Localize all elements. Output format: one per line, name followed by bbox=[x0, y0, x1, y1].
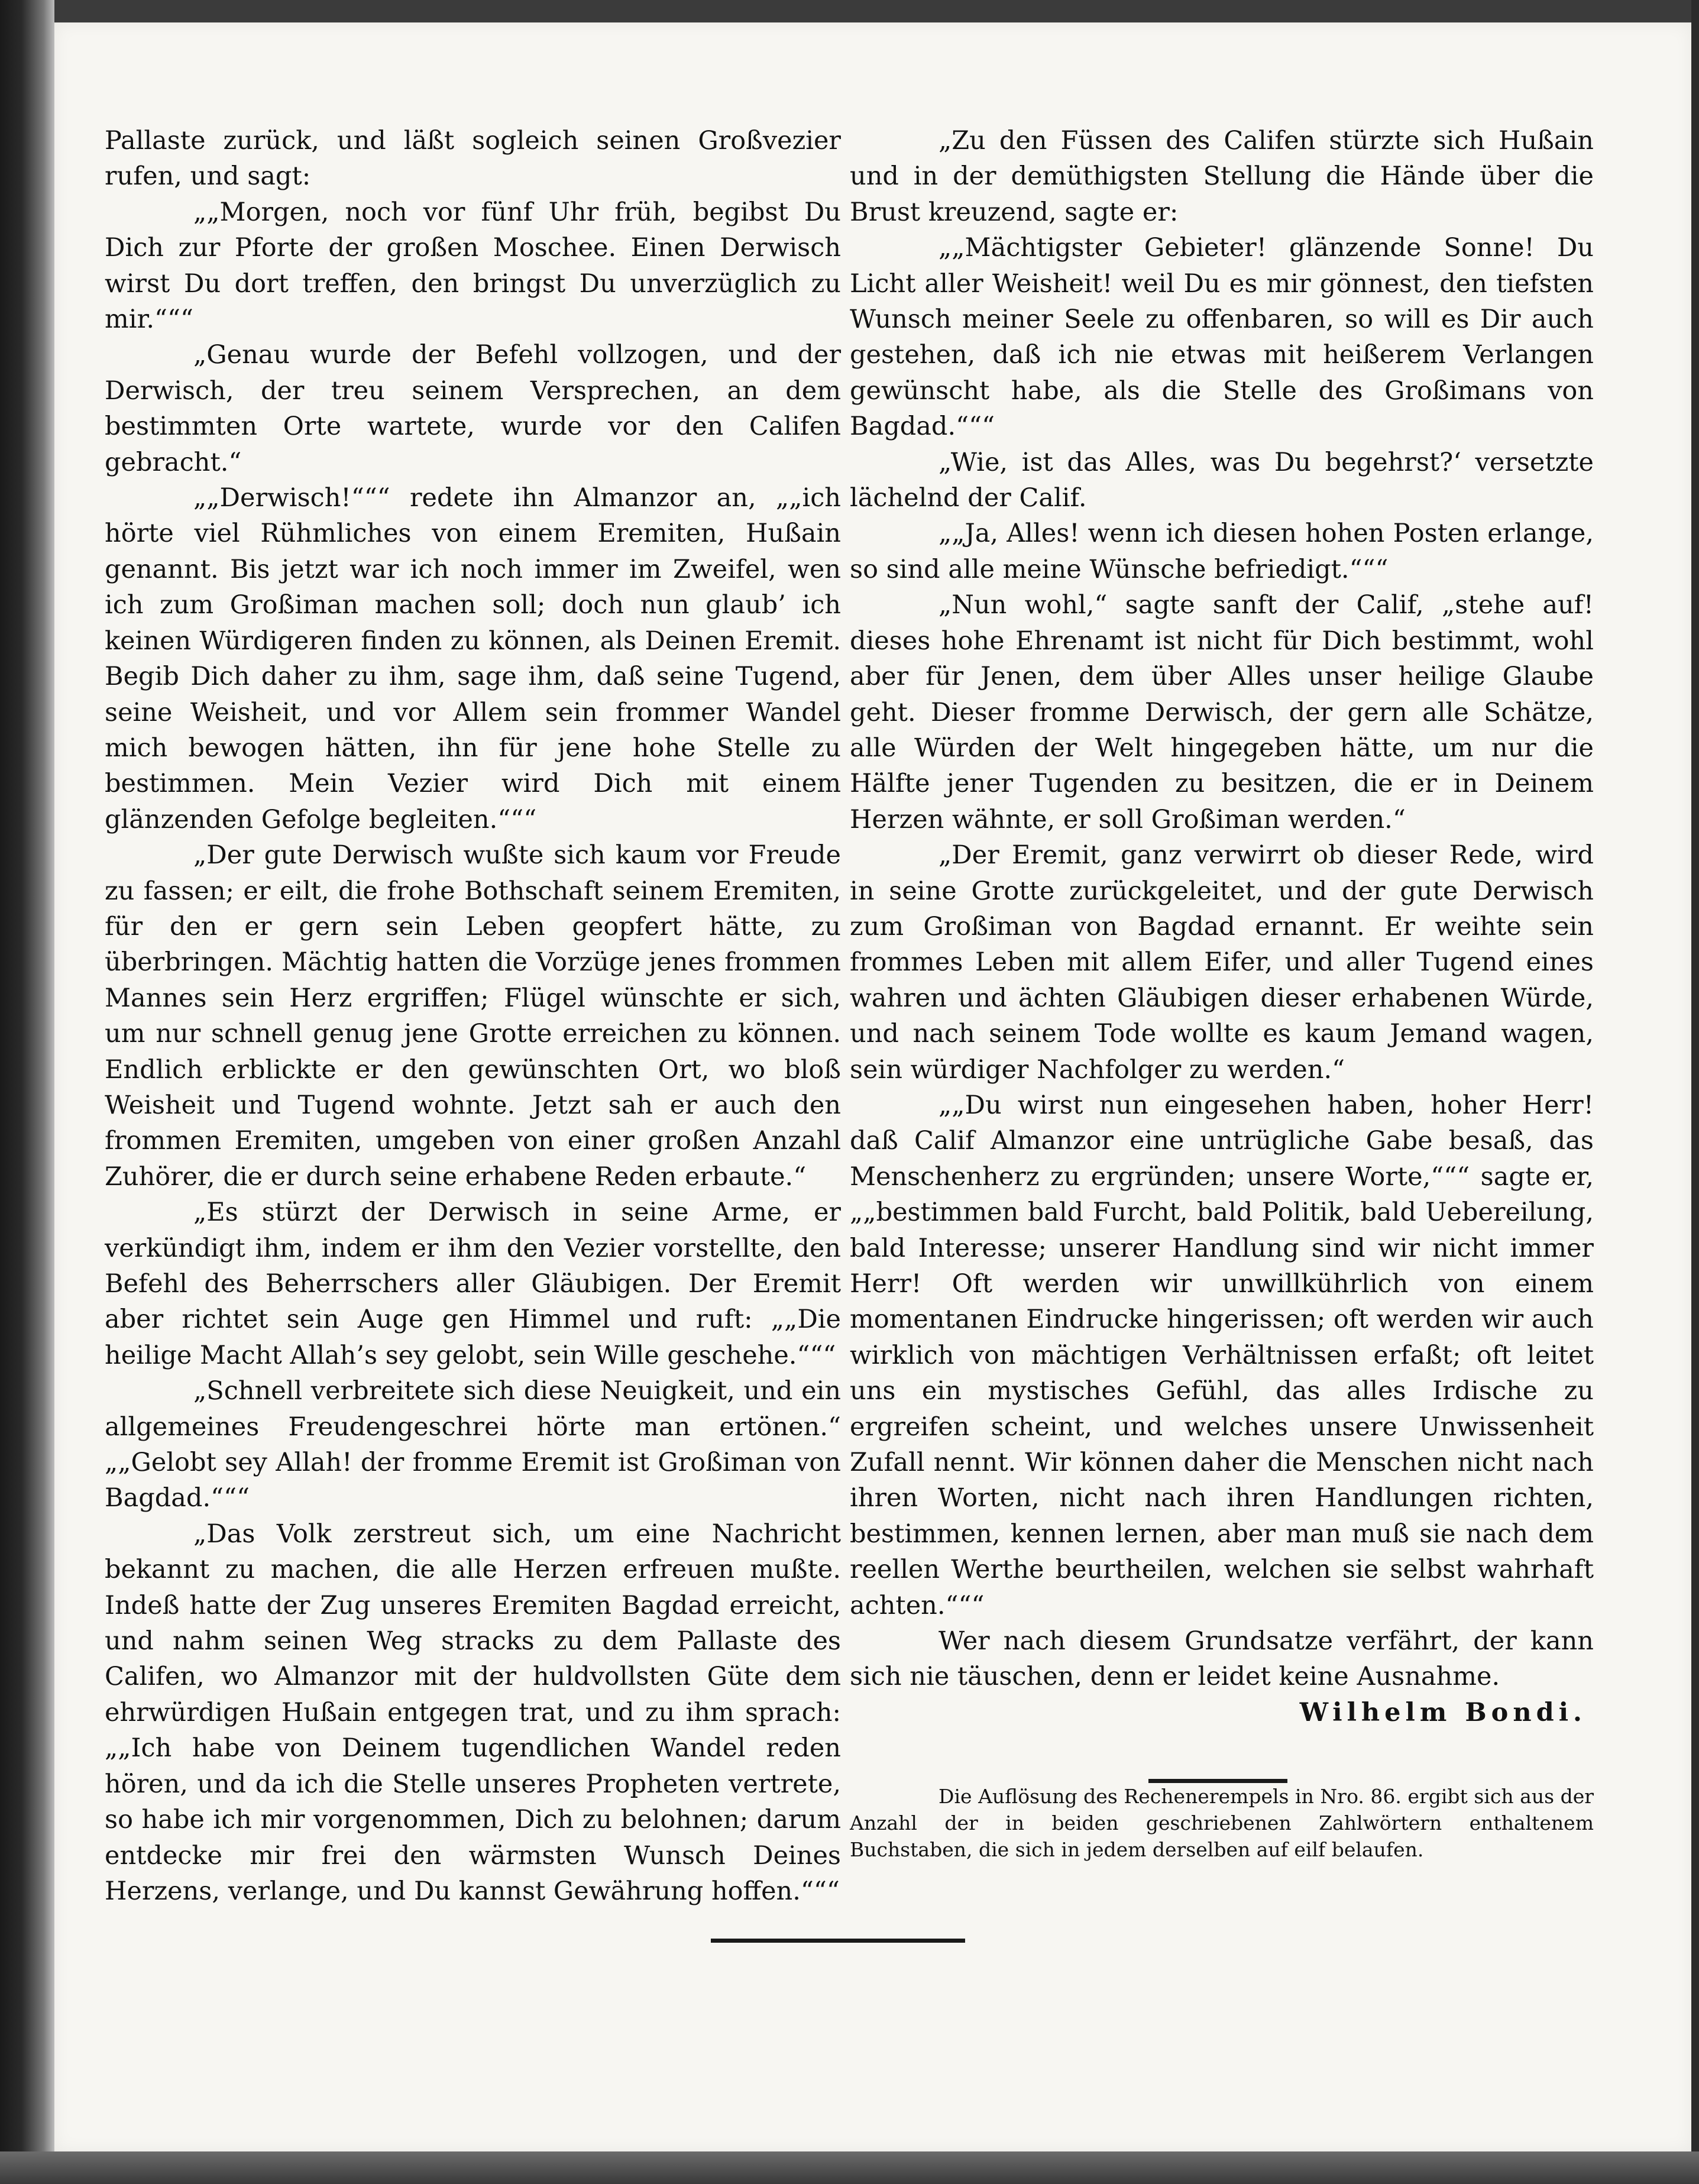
paragraph: „„Mächtigster Gebieter! glänzende Sonne! Du Licht aller Weisheit! weil Du es mir gönnest, den tiefsten Wunsch meiner Seele zu offenbaren, so will es Dir auch gestehen, daß ich nie etwas mit heißerem Verlangen gewünscht habe, als die Stelle des Großimans von Bagdad.“““ bbox=[850, 233, 1594, 442]
paragraph: „Der gute Derwisch wußte sich kaum vor Freude zu fassen; er eilt, die frohe Bothschaft seinem Eremiten, für den er gern sein Leben geopfert hätte, zu überbringen. Mächtig hatten die Vorzüge jenes frommen Mannes sein Herz ergriffen; Flügel wünschte er sich, um nur schnell genug jene Grotte erreichen zu können. Endlich erblickte er den gewünschten Ort, wo bloß Weisheit und Tugend wohnte. Jetzt sah er auch den frommen Eremiten, umgeben von einer großen Anzahl Zuhörer, die er durch seine erhabene Reden erbaute.“ bbox=[105, 840, 841, 1192]
paragraph: „„Derwisch!“““ redete ihn Almanzor an, „„ich hörte viel Rühmliches von einem Eremiten, Hußain genannt. Bis jetzt war ich noch immer im Zweifel, wen ich zum Großiman machen soll; doch nun glaub’ ich keinen Würdigeren finden zu können, als Deinen Eremit. Begib Dich daher zu ihm, sage ihm, daß seine Tugend, seine Weisheit, und vor Allem sein frommer Wandel mich bewogen hätten, ihn für jene hohe Stelle zu bestimmen. Mein Vezier wird Dich mit einem glänzenden Gefolge begleiten.“““ bbox=[105, 483, 841, 834]
paragraph: „Wie, ist das Alles, was Du begehrst?‘ versetzte lächelnd der Calif. bbox=[850, 447, 1594, 513]
page-end-rule bbox=[711, 1939, 965, 1943]
paragraph: „„Ja, Alles! wenn ich diesen hohen Posten erlange, so sind alle meine Wünsche befriedigt.“““ bbox=[850, 519, 1594, 584]
paragraph: „Zu den Füssen des Califen stürzte sich Hußain und in der demüthigsten Stellung die Hände über die Brust kreuzend, sagte er: bbox=[850, 126, 1594, 227]
paragraph: „Schnell verbreitete sich diese Neuigkeit, und ein allgemeines Freudengeschrei hörte man ertönen.“ „„Gelobt sey Allah! der fromme Eremit ist Großiman von Bagdad.“““ bbox=[105, 1376, 841, 1513]
paragraph: „„Morgen, noch vor fünf Uhr früh, begibst Du Dich zur Pforte der großen Moschee. Einen Derwisch wirst Du dort treffen, den bringst Du unverzüglich zu mir.“““ bbox=[105, 197, 841, 335]
right-column bbox=[850, 123, 1594, 1863]
paragraph: „Genau wurde der Befehl vollzogen, und der Derwisch, der treu seinem Versprechen, an dem bestimmten Orte wartete, wurde vor den Califen gebracht.“ bbox=[105, 340, 841, 477]
paragraph: „Der Eremit, ganz verwirrt ob dieser Rede, wird in seine Grotte zurückgeleitet, und der gute Derwisch zum Großiman von Bagdad ernannt. Er weihte sein frommes Leben mit allem Eifer, und aller Tugend eines wahren und ächten Gläubigen dieser erhabenen Würde, und nach seinem Tode wollte es kaum Jemand wagen, sein würdiger Nachfolger zu werden.“ bbox=[850, 840, 1594, 1085]
footnote: Die Auflösung des Rechenerempels in Nro. 86. ergibt sich aus der Anzahl der in beiden geschriebenen Zahlwörtern enthaltenem Buchstaben, die sich in jedem derselben auf eilf belaufen. bbox=[850, 1785, 1594, 1862]
paragraph: Pallaste zurück, und läßt sogleich seinen Großvezier rufen, und sagt: bbox=[105, 126, 841, 192]
paragraph: Wer nach diesem Grundsatze verfährt, der kann sich nie täuschen, denn er leidet keine Ausnahme. bbox=[850, 1626, 1594, 1692]
scan-edge-bottom bbox=[0, 2151, 1699, 2184]
newspaper-page bbox=[54, 22, 1691, 2151]
left-column bbox=[105, 123, 841, 1909]
paragraph: „Das Volk zerstreut sich, um eine Nachricht bekannt zu machen, die alle Herzen erfreuen mußte. Indeß hatte der Zug unseres Eremiten Bagdad erreicht, und nahm seinen Weg stracks zu dem Pallaste des Califen, wo Almanzor mit der huldvollsten Güte dem ehrwürdigen Hußain entgegen trat, und zu ihm sprach: „„Ich habe von Deinem tugendlichen Wandel reden hören, und da ich die Stelle unseres Propheten vertrete, so habe ich mir vorgenommen, Dich zu belohnen; darum entdecke mir frei den wärmsten Wunsch Deines Herzens, verlange, und Du kannst Gewährung hoffen.“““ bbox=[105, 1519, 841, 1906]
paragraph: „„Du wirst nun eingesehen haben, hoher Herr! daß Calif Almanzor eine untrügliche Gabe besaß, das Menschenherz zu ergründen; unsere Worte,“““ sagte er, „„bestimmen bald Furcht, bald Politik, bald Uebereilung, bald Interesse; unserer Handlung sind wir nicht immer Herr! Oft werden wir unwillkührlich von einem momentanen Eindrucke hingerissen; oft werden wir auch wirklich von mächtigen Verhältnissen erfaßt; oft leitet uns ein mystisches Gefühl, das alles Irdische zu ergreifen scheint, und welches unsere Unwissenheit Zufall nennt. Wir können daher die Menschen nicht nach ihren Worten, nicht nach ihren Handlungen richten, bestimmen, kennen lernen, aber man muß sie nach dem reellen Werthe beurtheilen, welchen sie selbst wahrhaft achten.“““ bbox=[850, 1090, 1594, 1620]
paragraph: „Nun wohl,“ sagte sanft der Calif, „stehe auf! dieses hohe Ehrenamt ist nicht für Dich bestimmt, wohl aber für Jenen, dem über Alles unser heilige Glaube geht. Dieser fromme Derwisch, der gern alle Schätze, alle Würden der Welt hingegeben hätte, um nur die Hälfte jener Tugenden zu besitzen, die er in Deinem Herzen wähnte, er soll Großiman werden.“ bbox=[850, 590, 1594, 834]
paragraph: „Es stürzt der Derwisch in seine Arme, er verkündigt ihm, indem er ihm den Vezier vorstellte, den Befehl des Beherrschers aller Gläubigen. Der Eremit aber richtet sein Auge gen Himmel und ruft: „„Die heilige Macht Allah’s sey gelobt, sein Wille geschehe.“““ bbox=[105, 1198, 841, 1370]
author-signature: Wilhelm Bondi. bbox=[1299, 1697, 1587, 1727]
binding-shadow bbox=[0, 0, 54, 2184]
section-divider bbox=[1148, 1779, 1287, 1783]
scan-edge-right bbox=[1691, 0, 1699, 2184]
